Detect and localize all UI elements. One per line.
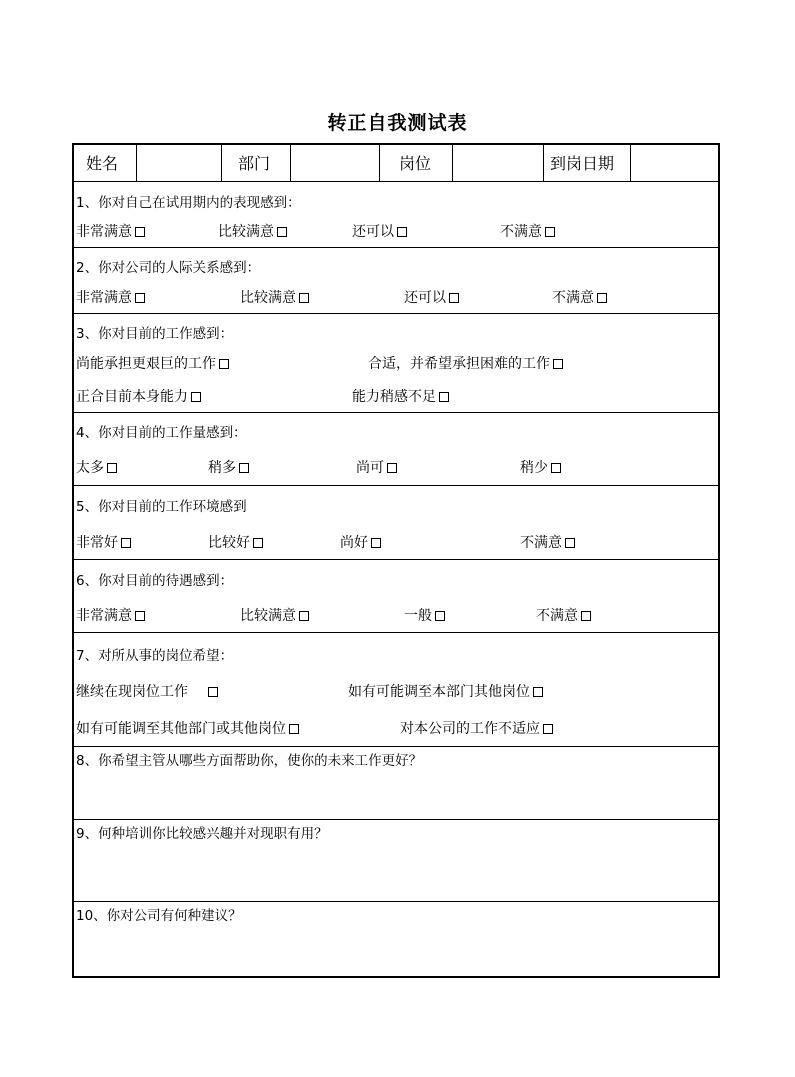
checkbox[interactable] [299, 293, 309, 303]
question-9: 9、何种培训你比较感兴趣并对现职有用？ [76, 826, 328, 842]
checkbox[interactable] [289, 724, 299, 734]
checkbox[interactable] [551, 463, 561, 473]
checkbox[interactable] [387, 463, 397, 473]
q5-option-2[interactable]: 比较好 [208, 532, 263, 552]
checkbox[interactable] [121, 538, 131, 548]
name-label: 姓名 [86, 154, 119, 173]
checkbox[interactable] [208, 687, 218, 697]
q2-option-1[interactable]: 非常满意 [76, 287, 145, 307]
q4-option-1[interactable]: 太多 [76, 457, 117, 477]
q7-option-1[interactable]: 继续在现岗位工作 [76, 681, 218, 701]
q7-option-2[interactable]: 如有可能调至本部门其他岗位 [348, 681, 543, 701]
checkbox[interactable] [597, 293, 607, 303]
q6-option-4[interactable]: 不满意 [536, 605, 591, 625]
department-label: 部门 [238, 154, 271, 173]
q3-option-3[interactable]: 正合目前本身能力 [76, 386, 201, 406]
q4-option-3[interactable]: 尚可 [356, 457, 397, 477]
q9-answer-area[interactable] [74, 841, 718, 901]
checkbox[interactable] [581, 611, 591, 621]
q2-option-4[interactable]: 不满意 [552, 287, 607, 307]
checkbox[interactable] [533, 687, 543, 697]
checkbox[interactable] [397, 227, 407, 237]
checkbox[interactable] [135, 611, 145, 621]
q7-option-4[interactable]: 对本公司的工作不适应 [400, 718, 553, 738]
checkbox[interactable] [253, 538, 263, 548]
start-date-field[interactable] [631, 145, 718, 181]
q5-option-3[interactable]: 尚好 [340, 532, 381, 552]
start-date-label: 到岗日期 [550, 154, 615, 173]
q1-option-1[interactable]: 非常满意 [76, 221, 145, 241]
question-4: 4、你对目前的工作量感到： [76, 425, 247, 441]
checkbox[interactable] [435, 611, 445, 621]
checkbox[interactable] [299, 611, 309, 621]
q3-option-4[interactable]: 能力稍感不足 [352, 386, 449, 406]
checkbox[interactable] [135, 293, 145, 303]
question-7: 7、对所从事的岗位希望： [76, 648, 234, 664]
checkbox[interactable] [565, 538, 575, 548]
checkbox[interactable] [107, 463, 117, 473]
position-label: 岗位 [399, 154, 432, 173]
q7-option-3[interactable]: 如有可能调至其他部门或其他岗位 [76, 718, 299, 738]
position-field[interactable] [453, 145, 543, 181]
question-6: 6、你对目前的待遇感到： [76, 573, 234, 589]
question-10: 10、你对公司有何种建议？ [76, 908, 242, 924]
checkbox[interactable] [545, 227, 555, 237]
checkbox[interactable] [191, 392, 201, 402]
q3-option-1[interactable]: 尚能承担更艰巨的工作 [76, 353, 229, 373]
q5-option-4[interactable]: 不满意 [520, 532, 575, 552]
q2-option-2[interactable]: 比较满意 [240, 287, 309, 307]
checkbox[interactable] [135, 227, 145, 237]
q6-option-1[interactable]: 非常满意 [76, 605, 145, 625]
checkbox[interactable] [239, 463, 249, 473]
q8-answer-area[interactable] [74, 767, 718, 819]
checkbox[interactable] [277, 227, 287, 237]
q6-option-3[interactable]: 一般 [404, 605, 445, 625]
department-field[interactable] [291, 145, 379, 181]
checkbox[interactable] [219, 359, 229, 369]
q4-option-2[interactable]: 稍多 [208, 457, 249, 477]
form-title: 转正自我测试表 [327, 112, 468, 134]
q3-option-2[interactable]: 合适，并希望承担困难的工作 [368, 353, 563, 373]
question-3: 3、你对目前的工作感到： [76, 326, 234, 342]
checkbox[interactable] [371, 538, 381, 548]
q6-option-2[interactable]: 比较满意 [240, 605, 309, 625]
q2-option-3[interactable]: 还可以 [404, 287, 459, 307]
question-1: 1、你对自己在试用期内的表现感到： [76, 195, 301, 211]
question-5: 5、你对目前的工作环境感到 [76, 499, 247, 515]
q1-option-2[interactable]: 比较满意 [218, 221, 287, 241]
checkbox[interactable] [439, 392, 449, 402]
checkbox[interactable] [449, 293, 459, 303]
q10-answer-area[interactable] [74, 923, 718, 973]
q1-option-3[interactable]: 还可以 [352, 221, 407, 241]
checkbox[interactable] [553, 359, 563, 369]
question-2: 2、你对公司的人际关系感到： [76, 260, 261, 276]
checkbox[interactable] [543, 724, 553, 734]
q4-option-4[interactable]: 稍少 [520, 457, 561, 477]
question-8: 8、你希望主管从哪些方面帮助你，使你的未来工作更好？ [76, 753, 423, 769]
q5-option-1[interactable]: 非常好 [76, 532, 131, 552]
self-assessment-form [72, 143, 720, 978]
name-field[interactable] [137, 145, 221, 181]
q1-option-4[interactable]: 不满意 [500, 221, 555, 241]
